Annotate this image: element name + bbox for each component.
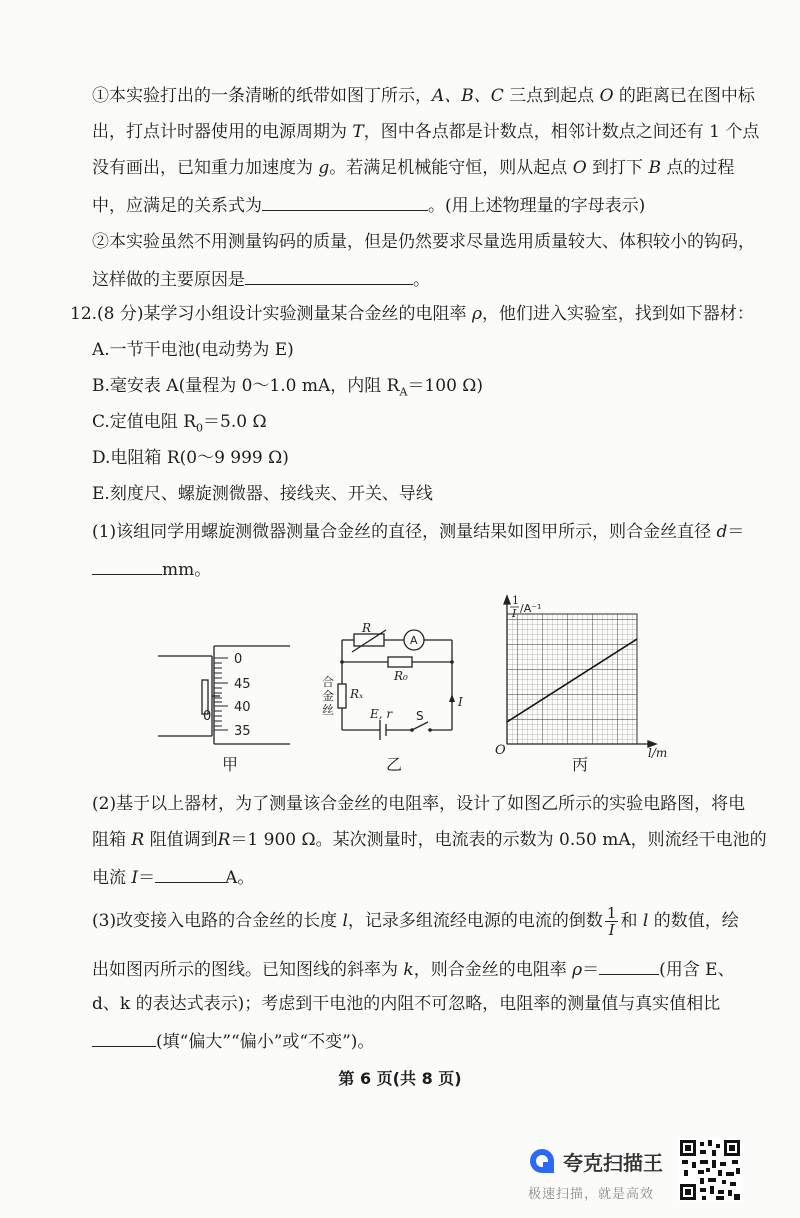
page-footer: 第 6 页(共 8 页) bbox=[338, 1069, 462, 1088]
brand-slogan: 极速扫描，就是高效 bbox=[528, 1187, 655, 1202]
jia-tick-label: 35 bbox=[234, 724, 251, 739]
q12-part3-line-1: (3)改变接入电路的合金丝的长度 l，记录多组流经电源的电流的倒数 $\frac{1}{I}$ 和 l 的数值，绘 bbox=[92, 904, 739, 939]
q12-part3-line-4: (填“偏大”“偏小”或“不变”)。 bbox=[92, 1028, 374, 1054]
yi-alloy-char: 丝 bbox=[322, 703, 335, 717]
yi-label-R: R bbox=[362, 622, 372, 635]
quark-logo-icon bbox=[528, 1147, 556, 1175]
q12-item-b: B.毫安表 A(量程为 0～1.0 mA，内阻 $R_A=100$ Ω) bbox=[92, 376, 484, 399]
jia-tick-label: 45 bbox=[234, 677, 251, 692]
bing-grid bbox=[507, 614, 637, 744]
bing-y-den: I bbox=[512, 607, 517, 620]
q11-line-1: ①本实验打出的一条清晰的纸带如图丁所示，A、B、C 三点到起点 O 的距离已在图中标 bbox=[92, 86, 755, 106]
jia-main-zero: 0 bbox=[203, 709, 212, 724]
yi-label-A: A bbox=[410, 634, 418, 647]
q12-item-a: A.一节干电池(电动势为 E) bbox=[92, 340, 294, 360]
figure-bing-caption: 丙 bbox=[572, 755, 589, 774]
figure-jia-caption: 甲 bbox=[222, 755, 239, 774]
answer-blank-resistivity[interactable] bbox=[599, 956, 659, 975]
brand-name: 夸克扫描王 bbox=[563, 1151, 663, 1175]
fraction-one-over-I: $\frac{1}{I}$ bbox=[606, 904, 617, 939]
q12-part2-line-3: 电流 I＝ A。 bbox=[92, 864, 254, 890]
q11-line-4: 中，应满足的关系式为 。(用上述物理量的字母表示) bbox=[92, 192, 645, 218]
bing-origin: O bbox=[495, 743, 506, 758]
figure-yi-caption: 乙 bbox=[386, 755, 403, 774]
q12-header: 12.(8 分)某学习小组设计实验测量某合金丝的电阻率 ρ，他们进入实验室，找到如下器材： bbox=[70, 304, 754, 324]
yi-label-Er: E, r bbox=[370, 707, 393, 721]
yi-label-I: I bbox=[458, 695, 463, 709]
figure-jia-micrometer bbox=[150, 640, 300, 750]
answer-blank-current[interactable] bbox=[155, 864, 225, 883]
yi-label-R0: R₀ bbox=[394, 669, 408, 683]
answer-blank-diameter[interactable] bbox=[92, 556, 162, 575]
answer-blank-relation[interactable] bbox=[262, 192, 428, 211]
q12-item-d: D.电阻箱 R(0～9 999 Ω) bbox=[92, 448, 289, 468]
q12-part2-line-2: 阻箱 R 阻值调到R＝1 900 Ω。某次测量时，电流表的示数为 0.50 mA，则流经干电池的 bbox=[92, 830, 767, 850]
figure-yi-circuit bbox=[312, 622, 472, 742]
yi-alloy-char: 合 bbox=[322, 675, 335, 689]
yi-alloy-char: 金 bbox=[322, 689, 335, 703]
q12-part1: (1)该组同学用螺旋测微器测量合金丝的直径，测量结果如图甲所示，则合金丝直径 d＝ bbox=[92, 522, 745, 542]
q12-item-e: E.刻度尺、螺旋测微器、接线夹、开关、导线 bbox=[92, 484, 433, 504]
answer-blank-comparison[interactable] bbox=[92, 1028, 156, 1047]
q12-part1-answer: mm。 bbox=[92, 556, 211, 582]
q11-line-3: 没有画出，已知重力加速度为 g。若满足机械能守恒，则从起点 O 到打下 B 点的过程 bbox=[92, 158, 735, 178]
q12-part3-line-2: 出如图丙所示的图线。已知图线的斜率为 k，则合金丝的电阻率 ρ＝ (用含 E、 bbox=[92, 956, 735, 982]
q12-item-c: C.定值电阻 $R_0=5.0$ Ω bbox=[92, 412, 267, 435]
q12-part3-line-3: d、k 的表达式表示)；考虑到干电池的内阻不可忽略，电阻率的测量值与真实值相比 bbox=[92, 994, 721, 1014]
jia-tick-label: 0 bbox=[234, 652, 243, 667]
q11-line-2: 出，打点计时器使用的电源周期为 T，图中各点都是计数点，相邻计数点之间还有 1 个点 bbox=[92, 122, 760, 142]
yi-label-Rx: Rₓ bbox=[350, 687, 364, 701]
jia-tick-label: 40 bbox=[234, 700, 251, 715]
q11-line-6: 这样做的主要原因是 。 bbox=[92, 266, 430, 292]
answer-blank-reason[interactable] bbox=[245, 266, 413, 285]
bing-x-label: l/m bbox=[648, 746, 668, 760]
bing-y-unit: /A⁻¹ bbox=[520, 602, 542, 615]
figure-bing-graph bbox=[492, 594, 680, 762]
qr-code-icon bbox=[678, 1138, 742, 1202]
q12-part2-line-1: (2)基于以上器材，为了测量该合金丝的电阻率，设计了如图乙所示的实验电路图，将电 bbox=[92, 794, 746, 814]
q11-line-5: ②本实验虽然不用测量钩码的质量，但是仍然要求尽量选用质量较大、体积较小的钩码， bbox=[92, 232, 755, 252]
yi-label-S: S bbox=[416, 709, 424, 723]
bing-y-num: 1 bbox=[512, 594, 519, 607]
